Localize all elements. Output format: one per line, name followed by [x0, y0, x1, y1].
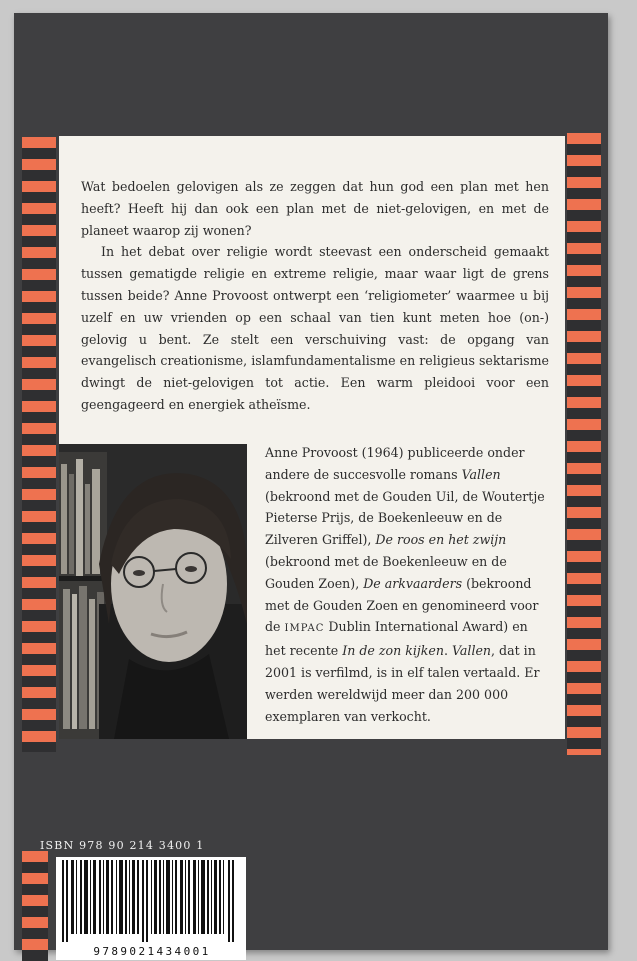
bio-text-2: (bekroond met de Gouden Uil, de Woutertje Pieterse Prijs, de Boekenleeuw en de Zilveren Griffel),	[265, 488, 545, 548]
bio-title-vallen-2: Vallen	[451, 643, 492, 659]
bio-text-4: (bekroond met de Gouden Zoen en genomineerd voor de	[265, 575, 539, 635]
author-photo	[59, 444, 247, 739]
blurb-paragraph-1: Wat bedoelen gelovigen als ze zeggen dat hun god een plan met hen heeft? Heeft hij dan ook een plan met de niet-gelovigen, en met de planeet waarop zij wonen?	[81, 179, 549, 238]
bio-text-1: Anne Provoost (1964) publiceerde onder andere de succesvolle romans	[265, 445, 525, 482]
bio-text-7: , dat in 2001 is verfilmd, is in elf talen vertaald. Er werden wereldwijd meer dan 200 000 exemplaren van verkocht.	[265, 643, 540, 724]
book-back-cover	[14, 13, 608, 958]
isbn-number: ISBN 978 90 214 3400 1	[40, 839, 205, 852]
bio-title-roos: De roos en het zwijn	[375, 532, 507, 548]
bio-title-zon: In de zon kijken	[342, 643, 444, 659]
barcode-bars	[62, 860, 240, 942]
bio-title-vallen: Vallen	[461, 466, 501, 482]
blurb-text	[81, 176, 549, 416]
bio-text-3: (bekroond met de Boekenleeuw en de Gouden Zoen),	[265, 553, 507, 591]
barcode-digits: 9789021434001	[93, 945, 211, 958]
right-stripe-band	[567, 133, 601, 755]
left-stripe-band	[22, 137, 56, 752]
barcode-stripe-band	[22, 851, 48, 961]
bio-impac: IMPAC	[284, 623, 325, 635]
bio-text-5: Dublin International Award) en het recente	[265, 619, 528, 659]
bio-title-arkvaarders: De arkvaarders	[363, 575, 463, 591]
bio-text-6: .	[443, 643, 452, 659]
author-bio	[265, 442, 545, 727]
blurb-paragraph-2: In het debat over religie wordt steevast een onderscheid gemaakt tussen gematigde religie en extreme religie, maar waar ligt de grens tussen beide? Anne Provoost ontwerpt een ‘religiometer’ waarmee u bij uzelf en uw vrienden op een schaal van tien kunt meten hoe (on-) gelovig u bent. Ze stelt een verschuiving vast: de opgang van evangelisch creationisme, islamfundamentalisme en religieus sektarisme dwingt de niet-gelovigen tot actie. Een warm pleidooi voor een geengageerd en energiek atheïsme.	[81, 244, 549, 412]
text-panel	[59, 136, 565, 739]
barcode	[56, 857, 246, 960]
author-portrait-image	[59, 444, 247, 739]
